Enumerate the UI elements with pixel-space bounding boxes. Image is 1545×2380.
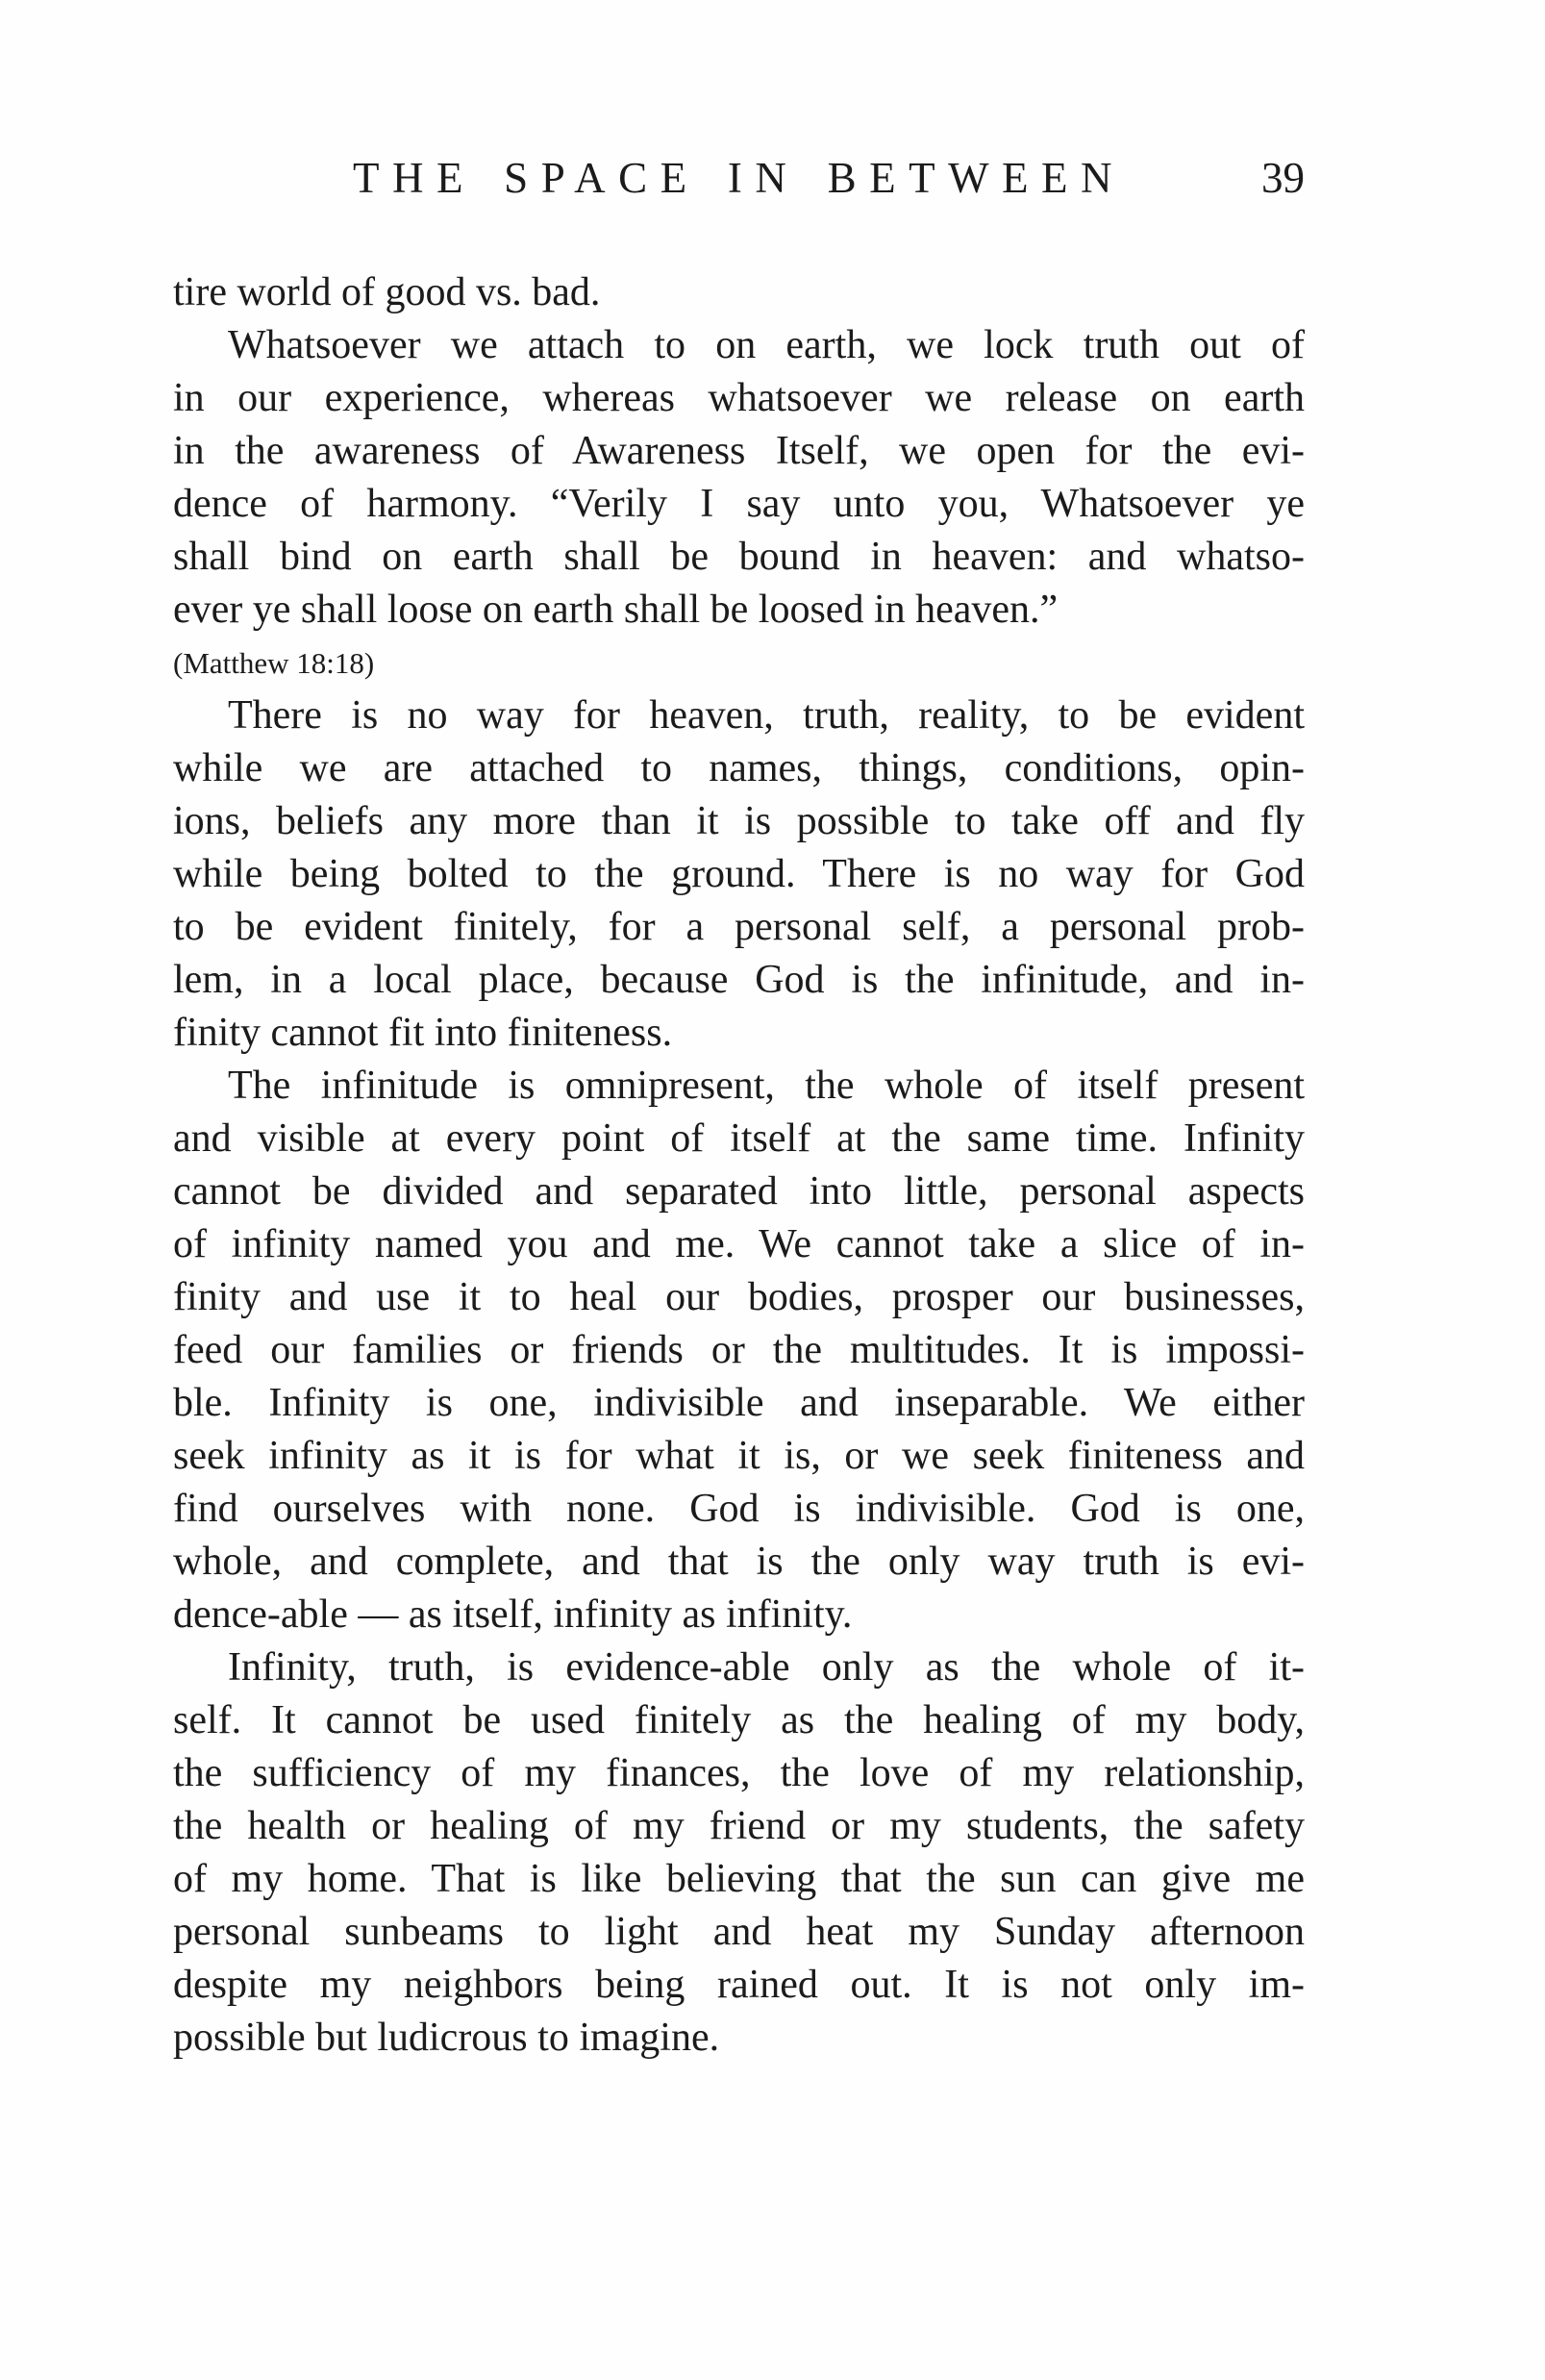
text-line: ble. Infinity is one, indivisible and inseparable. We either: [173, 1381, 1305, 1425]
text-line: feed our families or friends or the multitudes. It is impossi-: [173, 1328, 1305, 1372]
text-line: There is no way for heaven, truth, reality, to be evident: [228, 693, 1305, 738]
text-line: possible but ludicrous to imagine.: [173, 2016, 720, 2060]
text-line: (Matthew 18:18): [173, 646, 375, 680]
running-head: [173, 154, 1305, 212]
paragraph: [173, 1060, 1305, 1641]
paragraph: [173, 1641, 1305, 2065]
text-line: in our experience, whereas whatsoever we release on earth: [173, 376, 1305, 420]
text-line: dence-able — as itself, infinity as infinity.: [173, 1592, 853, 1637]
scripture-citation: [173, 637, 1305, 689]
text-line: ions, beliefs any more than it is possible to take off and fly: [173, 799, 1305, 843]
text-line: Infinity, truth, is evidence-able only as the whole of it-: [228, 1645, 1305, 1690]
text-line: lem, in a local place, because God is the infinitude, and in-: [173, 958, 1305, 1002]
text-line: self. It cannot be used finitely as the healing of my body,: [173, 1698, 1305, 1742]
paragraph: [173, 266, 1305, 319]
text-line: and visible at every point of itself at the same time. Infinity: [173, 1116, 1305, 1161]
text-line: in the awareness of Awareness Itself, we open for the evi-: [173, 429, 1305, 473]
text-line: tire world of good vs. bad.: [173, 270, 601, 314]
text-line: finity cannot fit into finiteness.: [173, 1011, 673, 1055]
text-line: while being bolted to the ground. There is no way for God: [173, 852, 1305, 896]
text-line: despite my neighbors being rained out. It is not only im-: [173, 1963, 1305, 2007]
text-line: cannot be divided and separated into little, personal aspects: [173, 1169, 1305, 1214]
page-number: 39: [1261, 154, 1305, 202]
text-line: while we are attached to names, things, conditions, opin-: [173, 746, 1305, 790]
text-line: the sufficiency of my finances, the love of my relationship,: [173, 1751, 1305, 1795]
paragraph: [173, 319, 1305, 637]
paragraph: [173, 689, 1305, 1060]
text-line: dence of harmony. “Verily I say unto you, Whatsoever ye: [173, 482, 1305, 526]
text-line: Whatsoever we attach to on earth, we lock truth out of: [228, 323, 1305, 367]
text-line: seek infinity as it is for what it is, or we seek finiteness and: [173, 1434, 1305, 1478]
running-head-title: THE SPACE IN BETWEEN: [352, 154, 1126, 202]
text-line: whole, and complete, and that is the only way truth is evi-: [173, 1540, 1305, 1584]
text-line: of infinity named you and me. We cannot take a slice of in-: [173, 1222, 1305, 1266]
text-line: to be evident finitely, for a personal self, a personal prob-: [173, 905, 1305, 949]
text-line: the health or healing of my friend or my students, the safety: [173, 1804, 1305, 1848]
text-line: The infinitude is omnipresent, the whole of itself present: [228, 1064, 1305, 1108]
page-body: [173, 266, 1305, 2065]
text-line: finity and use it to heal our bodies, prosper our businesses,: [173, 1275, 1305, 1319]
text-line: personal sunbeams to light and heat my Sunday afternoon: [173, 1910, 1305, 1954]
text-line: find ourselves with none. God is indivisible. God is one,: [173, 1487, 1305, 1531]
text-line: shall bind on earth shall be bound in heaven: and whatso-: [173, 535, 1305, 579]
text-line: ever ye shall loose on earth shall be loosed in heaven.”: [173, 588, 1059, 632]
text-line: of my home. That is like believing that the sun can give me: [173, 1857, 1305, 1901]
